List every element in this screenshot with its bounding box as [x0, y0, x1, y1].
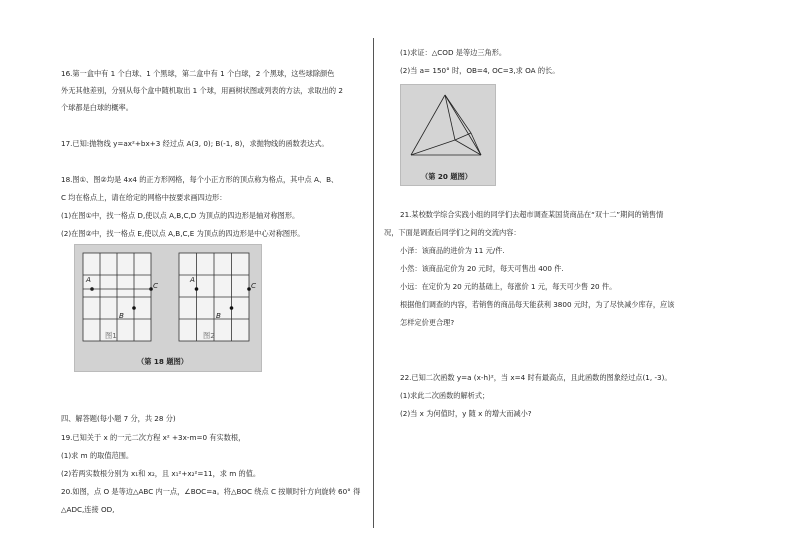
q20-line4: (2)当 a= 150° 时，OB=4, OC=3,求 OA 的长。	[400, 66, 560, 75]
figure-20-triangle	[401, 85, 495, 185]
fig18-sub2: 图2	[203, 331, 215, 340]
q21-line4: 小然：该商品定价为 20 元时，每天可售出 400 件.	[400, 264, 564, 273]
q22-line1: 22.已知二次函数 y=a (x-h)²，当 x=4 时有最高点，且此函数的图象经过点(1, -3)。	[400, 373, 672, 382]
q21-line6: 根据他们调查的内容，若销售的商品每天能获利 3800 元时，为了尽快减少库存，应该	[400, 300, 675, 309]
q16-line3: 个球都是白球的概率。	[61, 103, 133, 112]
q21-line1: 21.某校数学综合实践小组的同学们去超市调查某国货商品在“双十二”期间的销售情	[400, 210, 664, 219]
fig18-label-c2: C	[251, 281, 257, 290]
fig18-sub1: 图1	[105, 331, 117, 340]
q22-line3: (2)当 x 为何值时，y 随 x 的增大而减小?	[400, 409, 532, 418]
fig18-label-a1: A	[86, 275, 91, 284]
column-divider	[373, 38, 374, 528]
fig18-label-b1: B	[119, 311, 124, 320]
fig20-caption: （第 20 题图）	[421, 172, 472, 181]
q19-line3: (2)若两实数根分别为 x₁和 x₂，且 x₁²+x₂²=11，求 m 的值。	[61, 469, 261, 478]
figure-18	[74, 244, 262, 372]
q18-line1: 18.图①、图②均是 4x4 的正方形网格，每个小正方形的顶点称为格点，其中点 A、B、	[61, 175, 339, 184]
q18-line2: C 均在格点上，请在给定的网格中按要求画四边形：	[61, 193, 227, 202]
fig18-caption: （第 18 题图）	[137, 357, 188, 366]
grid-2	[179, 253, 249, 341]
point-b-1	[132, 306, 136, 310]
fig18-label-c1: C	[153, 281, 159, 290]
q20-line1: 20.如图，点 O 是等边△ABC 内一点，∠BOC=a。将△BOC 绕点 C 按顺时针方向旋转 60° 得	[61, 487, 361, 496]
q20-line3: (1)求证：△COD 是等边三角形。	[400, 48, 507, 57]
q17-text: 17.已知:抛物线 y=ax²+bx+3 经过点 A(3, 0); B(-1, 8)，求抛物线的函数表达式。	[61, 139, 329, 148]
q18-line3: (1)在图①中，找一格点 D,使以点 A,B,C,D 为顶点的四边形是轴对称图形。	[61, 211, 300, 220]
point-a-2	[195, 287, 199, 291]
grid-1	[83, 253, 151, 341]
point-b-2	[230, 306, 234, 310]
q19-line1: 19.已知关于 x 的一元二次方程 x² +3x-m=0 有实数根，	[61, 433, 246, 442]
q21-line5: 小远：在定价为 20 元的基础上，每涨价 1 元，每天可少售 20 件。	[400, 282, 617, 291]
section-4-heading: 四、解答题(每小题 7 分，共 28 分)	[61, 414, 176, 423]
q19-line2: (1)求 m 的取值范围。	[61, 451, 134, 460]
fig18-label-b2: B	[216, 311, 221, 320]
q21-line7: 怎样定价更合理?	[400, 318, 455, 327]
q21-line3: 小泽：该商品的进价为 11 元/件.	[400, 246, 505, 255]
q16-line1: 16.第一盒中有 1 个白球、1 个黑球，第二盒中有 1 个白球，2 个黑球，这些球除颜色	[61, 69, 335, 78]
figure-20	[400, 84, 496, 186]
q18-line4: (2)在图②中，找一格点 E,使以点 A,B,C,E 为顶点的四边形是中心对称图形。	[61, 229, 305, 238]
q16-line2: 外无其他差别，分别从每个盒中随机取出 1 个球，用画树状图或列表的方法，求取出的 2	[61, 86, 343, 95]
fig18-label-a2: A	[190, 275, 195, 284]
q20-line2: △ADC,连接 OD,	[61, 505, 115, 514]
q22-line2: (1)求此二次函数的解析式；	[400, 391, 490, 400]
figure-18-grids	[75, 245, 261, 371]
q21-line2: 况，下面是调查后同学们之间的交流内容：	[384, 228, 521, 237]
